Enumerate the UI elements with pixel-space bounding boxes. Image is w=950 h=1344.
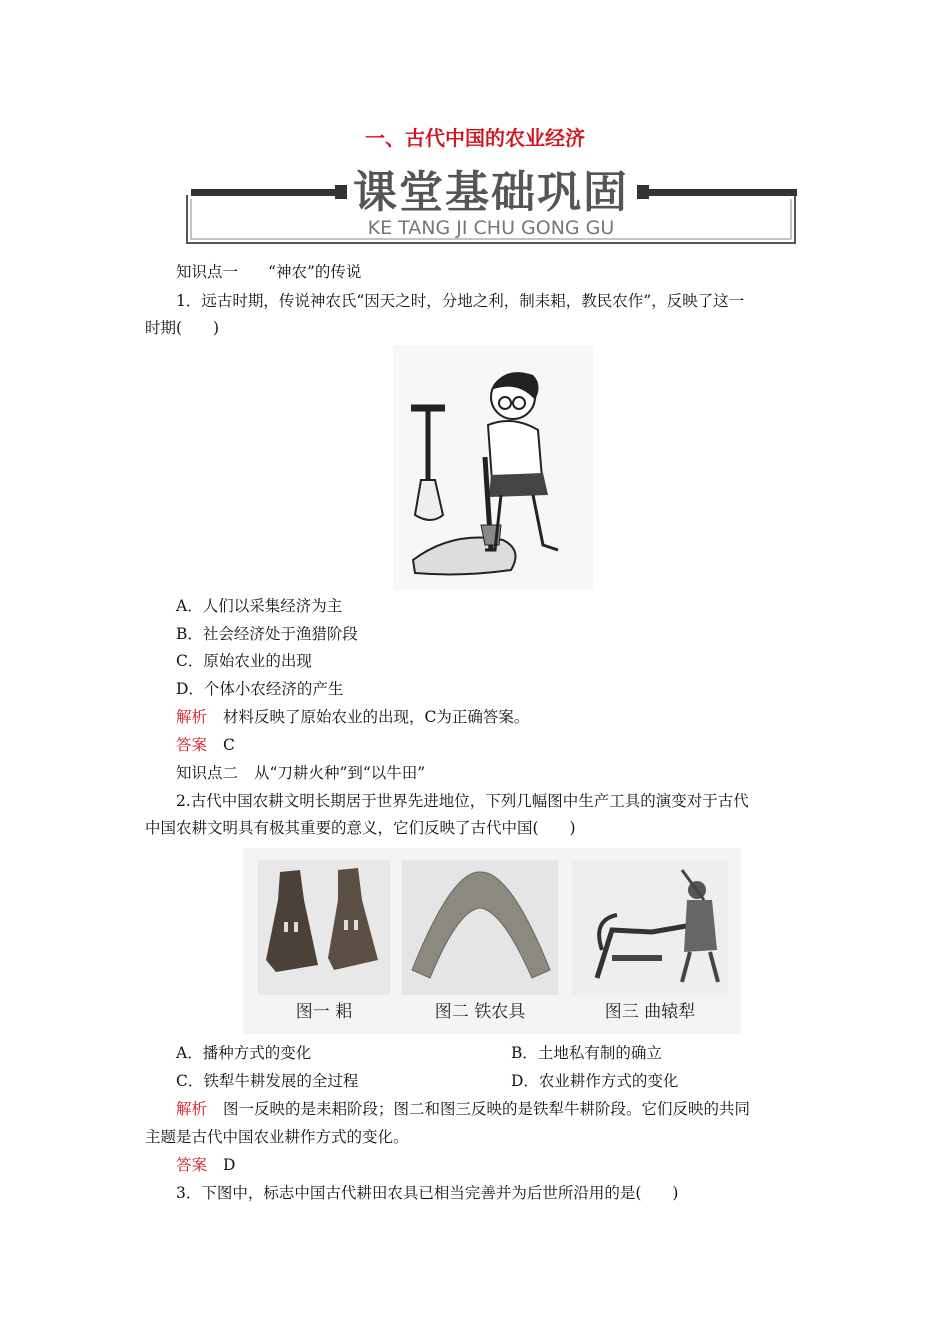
- q2-option-a: A．播种方式的变化: [176, 1044, 312, 1062]
- banner-pinyin: KE TANG JI CHU GONG GU: [367, 217, 615, 239]
- q2-text-line2: 中国农耕文明具有极其重要的意义，它们反映了古代中国( ): [145, 819, 576, 837]
- section1-heading: [176, 262, 361, 282]
- q2-answer-label: 答案: [176, 1156, 208, 1174]
- fig3-curved-plough-image: [572, 860, 728, 995]
- section2-heading: [176, 763, 425, 783]
- q1-answer: [176, 735, 235, 755]
- q3-text: 3．下图中，标志中国古代耕田农具已相当完善并为后世所沿用的是( ): [176, 1184, 679, 1202]
- section1-topic: “神农”的传说: [268, 263, 362, 281]
- banner-heading: 课堂基础巩固: [353, 167, 629, 218]
- shennong-illustration: [393, 345, 593, 590]
- q1-option-c: C．原始农业的出现: [176, 652, 312, 670]
- q1-text-line1: 1．远古时期，传说神农氏“因天之时，分地之利，制耒耜，教民农作”，反映了这一: [176, 292, 745, 310]
- q1-option-d: D．个体小农经济的产生: [176, 680, 344, 698]
- q2-text-line1: 2.古代中国农耕文明长期居于世界先进地位，下列几幅图中生产工具的演变对于古代: [176, 792, 749, 810]
- q2-analysis-label: 解析: [176, 1100, 208, 1118]
- q2-analysis-line1: 图一反映的是耒耜阶段；图二和图三反映的是铁犁牛耕阶段。它们反映的共同: [223, 1100, 751, 1118]
- q2-option-d: D．农业耕作方式的变化: [511, 1072, 679, 1090]
- page-title: 一、古代中国的农业经济: [365, 126, 585, 150]
- q1-answer-label: 答案: [176, 736, 208, 754]
- fig3-caption: 图三 曲辕犁: [604, 1002, 696, 1022]
- fig2-caption: 图二 铁农具: [434, 1002, 526, 1022]
- q1-analysis-text: 材料反映了原始农业的出现，C为正确答案。: [223, 708, 530, 726]
- section-banner: [185, 157, 797, 245]
- section1-label: 知识点一: [176, 263, 239, 281]
- fig2-iron-tool-image: [402, 860, 558, 995]
- q1-text-line2: 时期( ): [145, 319, 220, 337]
- q1-option-b: B．社会经济处于渔猎阶段: [176, 625, 358, 643]
- q2-analysis: [176, 1099, 750, 1119]
- q2-option-c: C．铁犁牛耕发展的全过程: [176, 1072, 359, 1090]
- q2-analysis-line2: 主题是古代中国农业耕作方式的变化。: [145, 1128, 409, 1146]
- section2-label: 知识点二: [176, 764, 239, 782]
- q1-answer-value: C: [223, 736, 235, 754]
- fig1-caption: 图一 耜: [295, 1002, 353, 1022]
- q1-analysis: [176, 707, 529, 727]
- q2-answer-value: D: [223, 1156, 236, 1174]
- q1-option-a: A．人们以采集经济为主: [176, 597, 343, 615]
- fig1-si-image: [258, 860, 390, 995]
- q1-analysis-label: 解析: [176, 708, 208, 726]
- q2-option-b: B．土地私有制的确立: [511, 1044, 662, 1062]
- q2-answer: [176, 1155, 235, 1175]
- section2-topic: 从“刀耕火种”到“以牛田”: [254, 764, 426, 782]
